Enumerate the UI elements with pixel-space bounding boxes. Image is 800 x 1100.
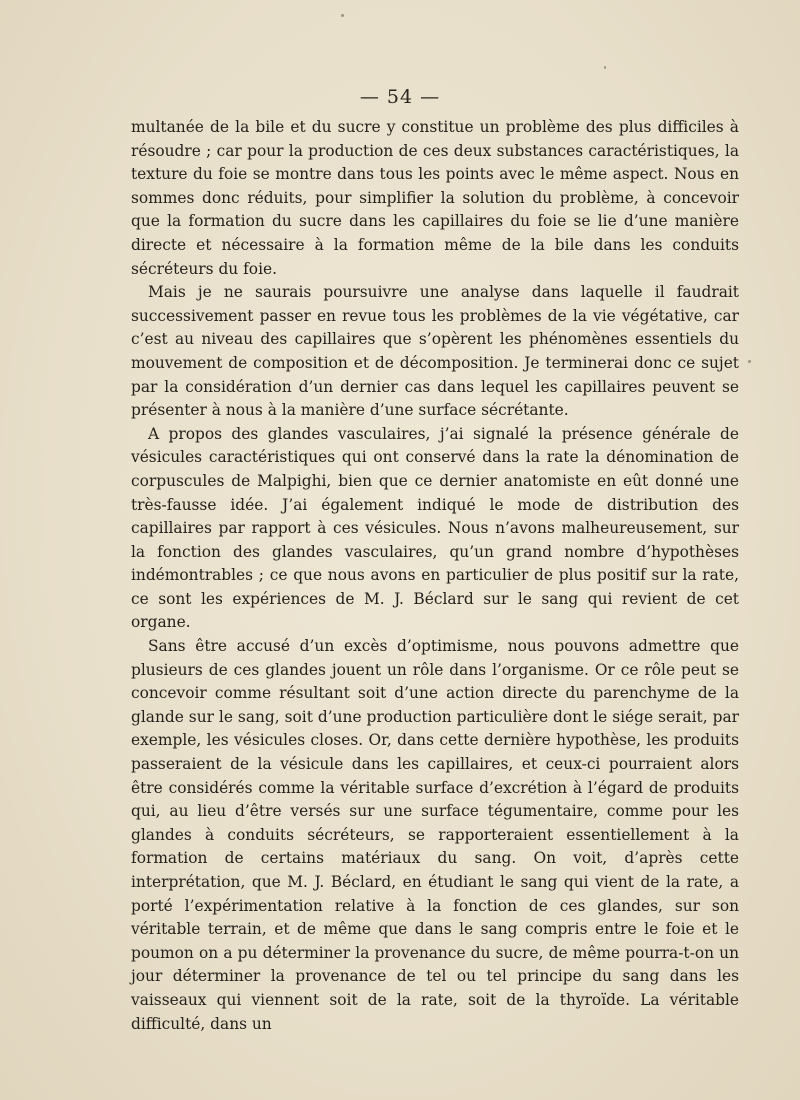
paragraph-4: Sans être accusé d’un excès d’optimisme, nous pouvons admettre que plusieurs de ces glandes jouent un rôle dans l’organisme. Or ce rôle peut se concevoir comme résultant soit d’une action directe du parenchyme de la glande sur le sang, soit d’une production particulière dont le siége serait, par exemple, les vésicules closes. Or, dans cette dernière hypothèse, les produits passeraient de la vésicule dans les capillaires, et ceux-ci pourraient alors être considérés comme la véritable surface d’excrétion à l’égard de produits qui, au lieu d’être versés sur une surface tégumentaire, comme pour les glandes à conduits sécréteurs, se rapporteraient essentiellement à la formation de certains matériaux du sang. On voit, d’après cette interprétation, que M. J. Béclard, en étudiant le sang qui vient de la rate, a porté l’expérimentation relative à la fonction de ces glandes, sur son véritable terrain, et de même que dans le sang compris entre le foie et le poumon on a pu déterminer la provenance du sucre, de même pourra-t-on un jour déterminer la provenance de tel ou tel principe du sang dans les vaisseaux qui viennent soit de la rate, soit de la thyroïde. La véritable difficulté, dans un — [131, 637, 739, 1033]
paragraph-1: multanée de la bile et du sucre y constitue un problème des plus difficiles à résoudre ; car pour la production de ces deux substances caractéristiques, la texture du foie se montre dans tous les points avec le même aspect. Nous en sommes donc réduits, pour simplifier la solution du problème, à concevoir que la formation du sucre dans les capillaires du foie se lie d’une manière directe et nécessaire à la formation même de la bile dans les conduits sécréteurs du foie. — [131, 118, 739, 278]
paper-speck — [604, 66, 606, 69]
paragraph-2: Mais je ne saurais poursuivre une analyse dans laquelle il faudrait successivement passer en revue tous les problèmes de la vie végétative, car c’est au niveau des capillaires que s’opèrent les phénomènes essentiels du mouvement de composition et de décomposition. Je terminerai donc ce sujet par la considération d’un dernier cas dans lequel les capillaires peuvent se présenter à nous à la manière d’une surface sécrétante. — [131, 283, 739, 420]
paper-speck — [341, 14, 344, 17]
page-number: — 54 — — [359, 86, 441, 108]
paragraph-3: A propos des glandes vasculaires, j’ai signalé la présence générale de vésicules caractéristiques qui ont conservé dans la rate la dénomination de corpuscules de Malpighi, bien que ce dernier anatomiste en eût donné une très-fausse idée. J’ai également indiqué le mode de distribution des capillaires par rapport à ces vésicules. Nous n’avons malheureusement, sur la fonction des glandes vasculaires, qu’un grand nombre d’hypothèses indémontrables ; ce que nous avons en particulier de plus positif sur la rate, ce sont les expériences de M. J. Béclard sur le sang qui revient de cet organe. — [131, 424, 739, 632]
paper-speck — [748, 360, 751, 363]
body-text — [131, 116, 739, 1036]
